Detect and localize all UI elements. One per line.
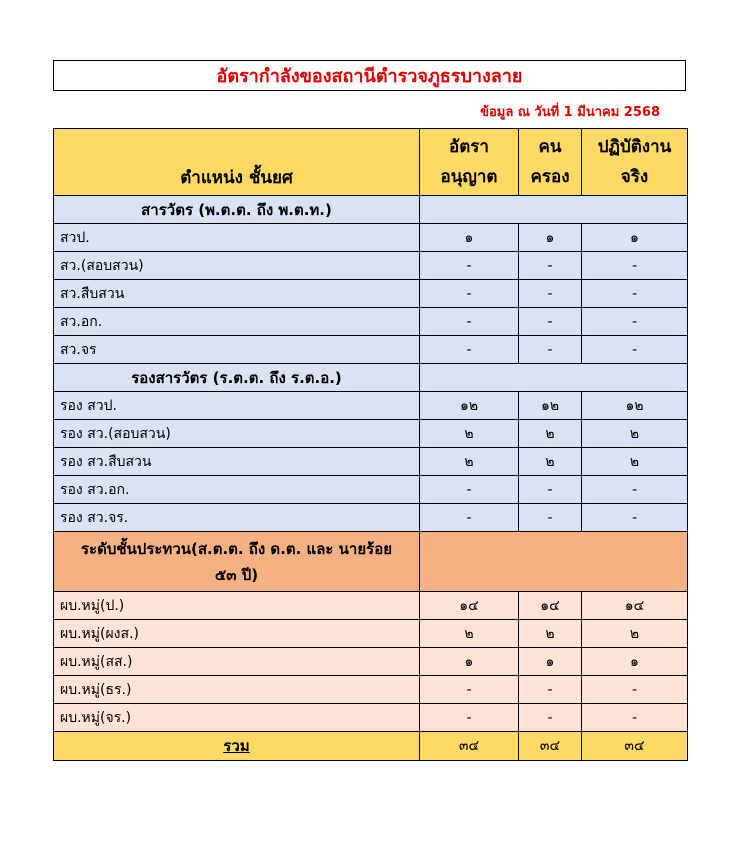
- actual-value: ๒: [582, 420, 688, 448]
- quota-value: ๑: [420, 224, 519, 252]
- position-name: สว.สืบสวน: [54, 280, 420, 308]
- table-row: [54, 504, 688, 532]
- held-value: -: [519, 252, 582, 280]
- position-name: รอง สว.อก.: [54, 476, 420, 504]
- header-quota: อัตรา อนุญาต: [420, 129, 519, 196]
- section-label: สารวัตร (พ.ต.ต. ถึง พ.ต.ท.): [54, 196, 420, 224]
- actual-value: ๑: [582, 224, 688, 252]
- position-name: รอง สว.สืบสวน: [54, 448, 420, 476]
- table-row: [54, 392, 688, 420]
- held-value: -: [519, 704, 582, 732]
- table-row: [54, 620, 688, 648]
- held-value: ๒: [519, 620, 582, 648]
- position-name: สว.อก.: [54, 308, 420, 336]
- table-row: [54, 336, 688, 364]
- header-actual: ปฏิบัติงาน จริง: [582, 129, 688, 196]
- section-label: ระดับชั้นประทวน(ส.ต.ต. ถึง ด.ต. และ นายร้อย ๕๓ ปี): [54, 532, 420, 592]
- actual-value: -: [582, 336, 688, 364]
- section-header-non-commissioned: [54, 532, 688, 592]
- table-row: [54, 448, 688, 476]
- table-row: [54, 252, 688, 280]
- table-row: [54, 224, 688, 252]
- section-label: รองสารวัตร (ร.ต.ต. ถึง ร.ต.อ.): [54, 364, 420, 392]
- quota-value: -: [420, 336, 519, 364]
- quota-value: -: [420, 504, 519, 532]
- as-of-date: ข้อมูล ณ วันที่ 1 มีนาคม 2568: [480, 105, 660, 120]
- actual-value: -: [582, 476, 688, 504]
- held-value: ๒: [519, 420, 582, 448]
- actual-value: -: [582, 252, 688, 280]
- position-name: ผบ.หมู่(จร.): [54, 704, 420, 732]
- held-value: ๒: [519, 448, 582, 476]
- actual-value: ๑๔: [582, 592, 688, 620]
- total-row: [54, 732, 688, 761]
- page-title-text: อัตรากำลังของสถานีตำรวจภูธรบางลาย: [216, 66, 523, 87]
- quota-value: -: [420, 252, 519, 280]
- held-value: -: [519, 280, 582, 308]
- staffing-table: [53, 128, 688, 761]
- quota-value: -: [420, 704, 519, 732]
- table-row: [54, 420, 688, 448]
- table-row: [54, 704, 688, 732]
- held-value: -: [519, 476, 582, 504]
- position-name: รอง สว.(สอบสวน): [54, 420, 420, 448]
- held-value: ๑: [519, 648, 582, 676]
- position-name: ผบ.หมู่(ป.): [54, 592, 420, 620]
- position-name: สว.(สอบสวน): [54, 252, 420, 280]
- quota-value: ๒: [420, 448, 519, 476]
- table-row: [54, 648, 688, 676]
- actual-value: ๑๒: [582, 392, 688, 420]
- total-held: ๓๔: [519, 732, 582, 761]
- actual-value: -: [582, 704, 688, 732]
- quota-value: -: [420, 308, 519, 336]
- table-row: [54, 476, 688, 504]
- position-name: ผบ.หมู่(ธร.): [54, 676, 420, 704]
- position-name: ผบ.หมู่(ผงส.): [54, 620, 420, 648]
- held-value: ๑๔: [519, 592, 582, 620]
- total-label: รวม: [54, 732, 420, 761]
- table-row: [54, 308, 688, 336]
- quota-value: -: [420, 476, 519, 504]
- section-header-inspector: [54, 196, 688, 224]
- actual-value: -: [582, 280, 688, 308]
- actual-value: -: [582, 308, 688, 336]
- table-row: [54, 676, 688, 704]
- actual-value: ๒: [582, 448, 688, 476]
- position-name: รอง สว.จร.: [54, 504, 420, 532]
- actual-value: ๑: [582, 648, 688, 676]
- held-value: -: [519, 676, 582, 704]
- section-header-deputy-inspector: [54, 364, 688, 392]
- total-quota: ๓๔: [420, 732, 519, 761]
- held-value: ๑: [519, 224, 582, 252]
- held-value: -: [519, 308, 582, 336]
- actual-value: -: [582, 676, 688, 704]
- table-row: [54, 592, 688, 620]
- quota-value: ๒: [420, 420, 519, 448]
- header-position: ตำแหน่ง ชั้นยศ: [54, 129, 420, 196]
- table-row: [54, 280, 688, 308]
- position-name: สวป.: [54, 224, 420, 252]
- quota-value: ๒: [420, 620, 519, 648]
- actual-value: ๒: [582, 620, 688, 648]
- held-value: -: [519, 504, 582, 532]
- quota-value: ๑: [420, 648, 519, 676]
- quota-value: ๑๔: [420, 592, 519, 620]
- position-name: สว.จร: [54, 336, 420, 364]
- quota-value: -: [420, 676, 519, 704]
- actual-value: -: [582, 504, 688, 532]
- position-name: รอง สวป.: [54, 392, 420, 420]
- header-row: [54, 129, 688, 196]
- quota-value: ๑๒: [420, 392, 519, 420]
- quota-value: -: [420, 280, 519, 308]
- total-actual: ๓๔: [582, 732, 688, 761]
- position-name: ผบ.หมู่(สส.): [54, 648, 420, 676]
- page-title: [53, 60, 686, 91]
- held-value: ๑๒: [519, 392, 582, 420]
- held-value: -: [519, 336, 582, 364]
- header-held: คน ครอง: [519, 129, 582, 196]
